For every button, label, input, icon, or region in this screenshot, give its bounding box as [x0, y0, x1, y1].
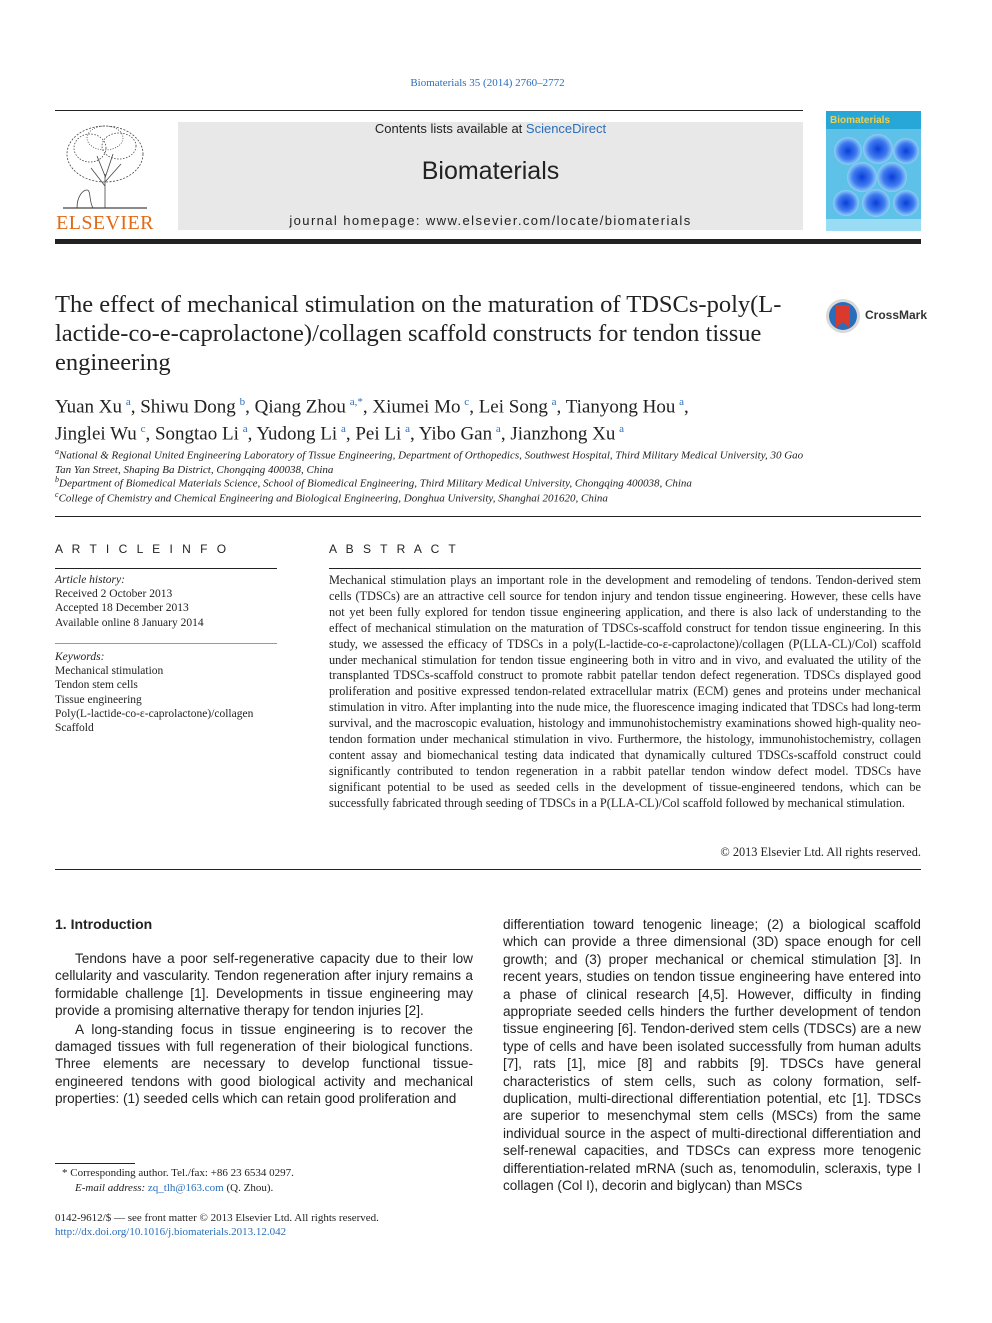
- article-info-heading: A R T I C L E I N F O: [55, 542, 230, 556]
- issn-line: 0142-9612/$ — see front matter © 2013 Elsevier Ltd. All rights reserved.: [55, 1212, 379, 1224]
- email-label: E-mail address:: [75, 1182, 146, 1194]
- intro-paragraph: Tendons have a poor self-regenerative capacity due to their low cellularity and vascularity. Tendon regeneration after injury remains a formidable challenge [1]. Developments in tissue engineering may provide a promising alternative therapy for tendon injuries [2].: [55, 951, 473, 1019]
- author-name[interactable]: Jianzhong Xu: [510, 423, 616, 445]
- intro-paragraph: differentiation toward tenogenic lineage; (2) a biological scaffold which can provide a three dimensional (3D) space enough for cell growth; and (3) proper mechanical or chemical stimulation [3]. In recent years, studies on tendon tissue engineering have entered into a phase of clinical research [4,5]. However, difficulty in finding appropriate seeded cells hinders the further development of tendon tissue engineering [6]. Tendon-derived stem cells (TDSCs) are a new type of cells and have been isolated successfully from human adults [7], rats [1], mice [8] and rabbits [9]. TDSCs have general characteristics of stem cells, such as colony formation, self-duplication, multi-directional differentiation potential, etc [1]. TDSCs are superior to mesenchymal stem cells (MSCs) from the same individual source in the aspect of multi-directional differentiation and self-renewal capacities, and TDSCs can express more tenogenic differentiation-related mRNA (such as, tenomodulin, scleraxis, type I collagen (Col I), decorin and biglycan) than MSCs: [503, 917, 921, 1194]
- journal-citation[interactable]: Biomaterials 35 (2014) 2760–2772: [410, 77, 565, 89]
- author-affiliation-mark[interactable]: b: [239, 396, 246, 408]
- intro-left-column: [55, 950, 473, 1108]
- author-name[interactable]: Yuan Xu: [55, 396, 123, 418]
- affiliation-a: $^a$National & Regional United Engineering Laboratory of Tissue Engineering, Department of Orthopedics, Southwest Hospital, Third Military Medical University, 30 Gao Tan Yan Street, Shaping Ba District, Chongqing 400038, China: [55, 447, 804, 476]
- crossmark-icon: [825, 298, 861, 334]
- affiliation-divider: [55, 516, 921, 517]
- author-affiliation-mark[interactable]: a: [679, 396, 685, 408]
- crossmark-badge[interactable]: [825, 296, 928, 336]
- history-label: Article history:: [55, 574, 125, 586]
- article-title: The effect of mechanical stimulation on the maturation of TDSCs-poly(L-lactide-co-e-caprolactone)/collagen scaffold constructs for tendon tissue engineering: [55, 291, 782, 376]
- keyword: Tissue engineering: [55, 693, 142, 706]
- author-affiliation-mark[interactable]: a,*: [349, 396, 363, 408]
- author-name[interactable]: Lei Song: [478, 396, 548, 418]
- accepted-date: Accepted 18 December 2013: [55, 602, 189, 615]
- author-name[interactable]: Shiwu Dong: [140, 396, 236, 418]
- keywords-label: Keywords:: [55, 651, 105, 663]
- author-name[interactable]: Tianyong Hou: [565, 396, 676, 418]
- introduction-heading: 1. Introduction: [55, 916, 153, 932]
- email-suffix: (Q. Zhou).: [226, 1182, 274, 1194]
- publisher-logo-text: ELSEVIER: [56, 212, 154, 234]
- keyword: Poly(L-lactide-co-ε-caprolactone)/collagen: [55, 707, 254, 720]
- sciencedirect-link[interactable]: ScienceDirect: [525, 121, 607, 136]
- author-name[interactable]: Songtao Li: [154, 423, 239, 445]
- abstract-heading: A B S T R A C T: [329, 542, 459, 556]
- author-affiliation-mark[interactable]: a: [551, 396, 557, 408]
- author-name[interactable]: Qiang Zhou: [254, 396, 346, 418]
- email-link[interactable]: zq_tlh@163.com: [147, 1182, 224, 1194]
- author-affiliation-mark[interactable]: a: [242, 423, 248, 436]
- abstract-divider: [55, 869, 921, 870]
- author-affiliation-mark[interactable]: c: [140, 423, 146, 436]
- corresponding-author-note: * Corresponding author. Tel./fax: +86 23 6534 0297.: [62, 1167, 294, 1179]
- author-list: Yuan Xu $^a$, Shiwu Dong $^b$, Qiang Zhou $^{a,*}$, Xiumei Mo $^c$, Lei Song $^a$, Tianyong Hou $^a$, Jinglei Wu $^c$, Songtao Li $^a$, Yudong Li $^a$, Pei Li $^a$, Yibo Gan $^a$, Jianzhong Xu $^a$: [55, 396, 689, 445]
- footnote-rule: [55, 1163, 135, 1164]
- crossmark-label: CrossMark: [865, 308, 928, 322]
- keywords-rule: [55, 643, 277, 644]
- author-name[interactable]: Jinglei Wu: [55, 423, 137, 445]
- cover-journal-name: Biomaterials: [830, 115, 891, 126]
- contents-line: [178, 121, 803, 136]
- email-note: [75, 1181, 273, 1196]
- author-name[interactable]: Yudong Li: [256, 423, 338, 445]
- journal-title: Biomaterials: [421, 157, 560, 185]
- header-bottom-rule: [55, 239, 921, 244]
- article-history: [55, 573, 277, 630]
- author-name[interactable]: Xiumei Mo: [372, 396, 461, 418]
- affiliation-c: $^c$College of Chemistry and Chemical Engineering and Biological Engineering, Donghua University, Shanghai 201620, China: [55, 490, 608, 505]
- abstract-rule: [329, 568, 921, 569]
- intro-paragraph: A long-standing focus in tissue engineering is to recover the damaged tissues with full regeneration of their biological functions. Three elements are necessary to develop functional tissue-engineered tendons with good biological activity and mechanical properties: (1) seeded cells which can retain good proliferation and: [55, 1021, 473, 1107]
- author-affiliation-mark[interactable]: a: [619, 423, 625, 436]
- keyword: Tendon stem cells: [55, 679, 138, 692]
- intro-right-column: [503, 916, 921, 1195]
- author-affiliation-mark[interactable]: a: [340, 423, 346, 436]
- abstract-copyright: © 2013 Elsevier Ltd. All rights reserved.: [720, 845, 921, 859]
- header-top-rule: [55, 110, 803, 111]
- doi-link[interactable]: http://dx.doi.org/10.1016/j.biomaterials.2013.12.042: [55, 1226, 287, 1238]
- online-date: Available online 8 January 2014: [55, 616, 204, 629]
- journal-cover-image: [826, 111, 921, 231]
- author-affiliation-mark[interactable]: a: [495, 423, 501, 436]
- received-date: Received 2 October 2013: [55, 588, 173, 601]
- abstract-text: Mechanical stimulation plays an important role in the development and remodeling of tendons. Tendon-derived stem cells (TDSCs) are an attractive cell source for tendon injury and tendon tissue engineering. However, these cells have not yet been fully explored for tendon tissue engineering application, and there is also lack of understanding to the effect of mechanical stimulation on the maturation of TDSCs-scaffold construct for tendon tissue engineering. In this study, we assessed the efficacy of TDSCs in a poly(L-lactide-co-ε-caprolactone)/collagen (P(LLA-CL)/Col) scaffold under mechanical stimulation for tendon tissue engineering both in vitro and in vivo, and evaluated the utility of the transplanted TDSCs-scaffold construct to promote rabbit patellar tendon defect regeneration. TDSCs displayed good proliferation and positive expressed tendon-related extracellular matrix (ECM) genes and proteins under mechanical stimulation in vitro. After implanting into the nude mice, the fluorescence imaging indicated that TDSCs had long-term survival, and the macroscopic evaluation, histology and immunohistochemistry examinations showed high-quality neo-tendon formation under mechanical stimulation in vivo. Furthermore, the histology, immunohistochemistry, collagen content assay and biomechanical testing data indicated that dynamically cultured TDSCs-scaffold construct could significantly contributed to tendon regeneration in a rabbit patellar tendon window defect model. TDSCs have significant potential to be used as seeded cells in the development of tissue-engineered tendons, which can be successfully fabricated through seeding of TDSCs in a P(LLA-CL)/Col scaffold followed by mechanical stimulation.: [329, 573, 921, 810]
- author-affiliation-mark[interactable]: a: [125, 396, 131, 408]
- keyword: Scaffold: [55, 722, 94, 735]
- author-affiliation-mark[interactable]: a: [405, 423, 410, 436]
- author-name[interactable]: Yibo Gan: [418, 423, 493, 445]
- keywords-block: [55, 650, 277, 735]
- author-name[interactable]: Pei Li: [355, 423, 402, 445]
- keyword: Mechanical stimulation: [55, 665, 164, 678]
- article-info-rule: [55, 568, 277, 569]
- affiliation-b: $^b$Department of Biomedical Materials Science, School of Biomedical Engineering, Third Military Medical University, Chongqing 400038, China: [55, 475, 692, 490]
- author-affiliation-mark[interactable]: c: [464, 396, 470, 408]
- contents-prefix: Contents lists available at: [374, 121, 526, 136]
- journal-homepage[interactable]: journal homepage: www.elsevier.com/locate/biomaterials: [289, 213, 692, 228]
